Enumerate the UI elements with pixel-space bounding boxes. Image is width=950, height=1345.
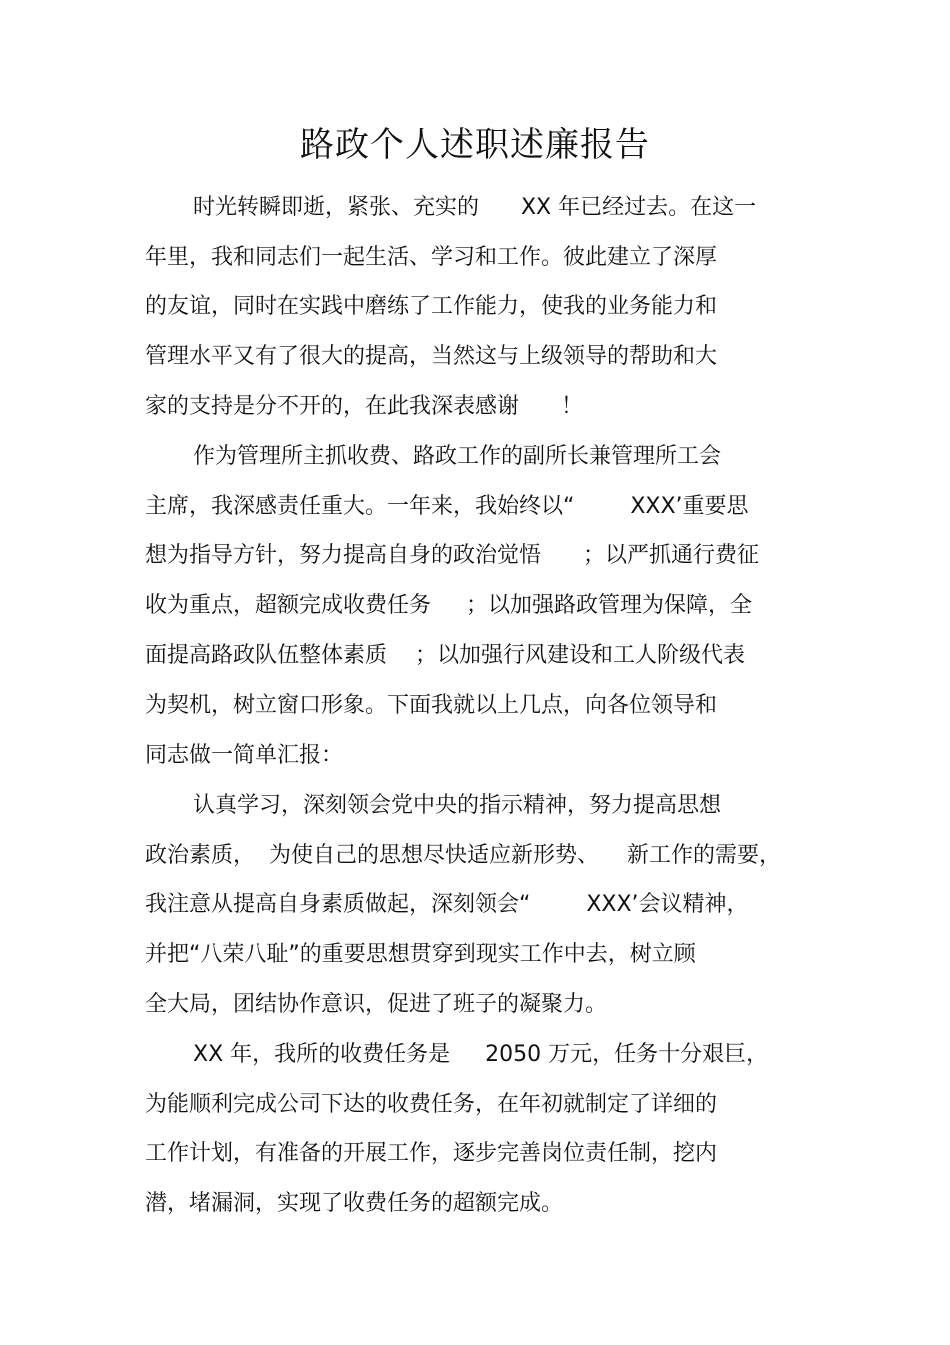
paragraph-4-line-1: XX 年，我所的收费任务是 2050 万元，任务十分艰巨， [193, 1042, 769, 1067]
paragraph-2-line-2: 主席，我深感责任重大。一年来，我始终以“ XXX’重要思 [145, 494, 749, 519]
paragraph-3-line-1: 认真学习，深刻领会党中央的指示精神，努力提高思想 [193, 793, 722, 818]
paragraph-1-line-4: 管理水平又有了很大的提高，当然这与上级领导的帮助和大 [145, 344, 718, 369]
paragraph-4-line-4: 潜，堵漏洞，实现了收费任务的超额完成。 [145, 1191, 564, 1216]
paragraph-2-line-6: 为契机，树立窗口形象。下面我就以上几点，向各位领导和 [145, 693, 718, 718]
paragraph-3-line-4: 并把“八荣八耻”的重要思想贯穿到现实工作中去，树立顾 [145, 942, 696, 967]
paragraph-2-line-3: 想为指导方针，努力提高自身的政治觉悟 ；以严抓通行费征 [145, 543, 759, 568]
paragraph-2-line-7: 同志做一简单汇报： [145, 743, 344, 768]
paragraph-4-line-3: 工作计划，有准备的开展工作，逐步完善岗位责任制，挖内 [145, 1141, 718, 1166]
paragraph-3-line-2: 政治素质， 为使自己的思想尽快适应新形势、 新工作的需要， [145, 843, 781, 868]
paragraph-1-line-2: 年里，我和同志们一起生活、学习和工作。彼此建立了深厚 [145, 245, 718, 270]
paragraph-3-line-5: 全大局，团结协作意识，促进了班子的凝聚力。 [145, 992, 608, 1017]
paragraph-1-line-1: 时光转瞬即逝，紧张、充实的 XX 年已经过去。在这一 [193, 195, 757, 220]
paragraph-3-line-3: 我注意从提高自身素质做起，深刻领会“ XXX’会议精神， [145, 892, 749, 917]
paragraph-2-line-5: 面提高路政队伍整体素质 ；以加强行风建设和工人阶级代表 [145, 643, 745, 668]
paragraph-2-line-1: 作为管理所主抓收费、路政工作的副所长兼管理所工会 [193, 444, 722, 469]
paragraph-1-line-3: 的友谊，同时在实践中磨练了工作能力，使我的业务能力和 [145, 294, 718, 319]
document-title: 路政个人述职述廉报告 [300, 125, 650, 165]
paragraph-1-line-5: 家的支持是分不开的，在此我深表感谢 ！ [145, 394, 583, 419]
paragraph-4-line-2: 为能顺利完成公司下达的收费任务，在年初就制定了详细的 [145, 1092, 718, 1117]
paragraph-2-line-4: 收为重点，超额完成收费任务 ；以加强路政管理为保障，全 [145, 593, 752, 618]
